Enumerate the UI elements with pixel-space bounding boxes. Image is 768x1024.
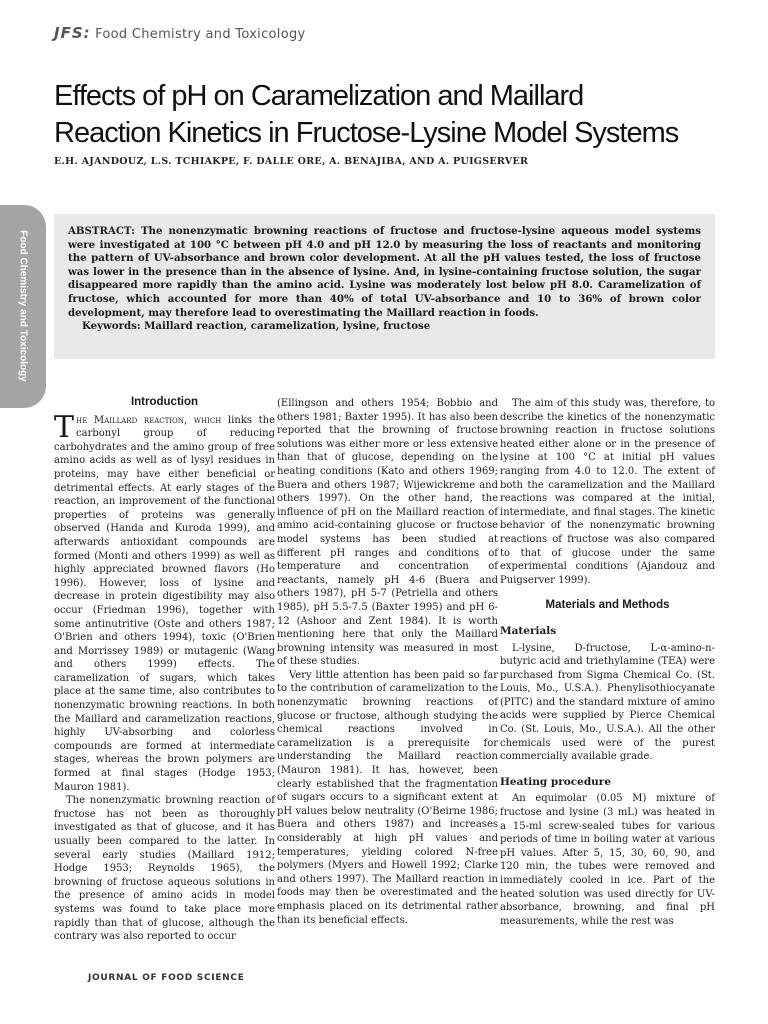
heating-paragraph: An equimolar (0.05 M) mixture of fructose and lysine (3 mL) was heated in a 15-ml screw-sealed tubes for various periods of time in boiling water at various pH values. After 5, 15, 30, 60, 90, and 120 min, the tubes were removed and immediately cooled in ice. Part of the heated solution was used directly for UV-absorbance, browning, and final pH measurements, while the rest was	[500, 793, 715, 927]
abstract-box	[54, 214, 715, 359]
intro-paragraph-1	[54, 409, 275, 795]
col3-paragraph-1: The aim of this study was, therefore, to describe the kinetics of the nonenzymatic browning reaction in fructose solutions heated either alone or in the presence of lysine at 100 °C at initial pH values ranging from 4.0 to 12.0. The extent of both the caramelization and the Maillard reactions was compared at the initial, intermediate, and final stages. The kinetic behavior of the nonenzymatic browning reactions of fructose was also compared to that of glucose under the same experimental conditions (Ajandouz and Puigserver 1999).	[500, 398, 715, 586]
side-tab-label: Food Chemistry and Toxicology	[17, 230, 29, 382]
title-line-1: Effects of pH on Caramelization and Maillard	[54, 80, 584, 112]
materials-paragraph: L-lysine, D-fructose, L-α-amino-n-butyric acid and triethylamine (TEA) were purchased from Sigma Chemical Co. (St. Louis, Mo., U.S.A.). Phenylisothiocyanate (PITC) and the standard mixture of amino acids were supplied by Pierce Chemical Co. (St. Louis, Mo., U.S.A.). All the other chemicals used were of the purest commercially available grade.	[500, 642, 715, 763]
heating-subheading: Heating procedure	[500, 775, 612, 788]
side-section-tab	[0, 205, 46, 408]
article-title	[54, 78, 744, 152]
column-1	[54, 396, 275, 944]
running-header	[54, 24, 306, 42]
author-list: E.H. AJANDOUZ, L.S. TCHIAKPE, F. DALLE ORE, A. BENAJIBA, AND A. PUIGSERVER	[54, 156, 529, 167]
materials-subheading: Materials	[500, 624, 557, 637]
journal-section: Food Chemistry and Toxicology	[95, 27, 306, 42]
abstract-keywords: Keywords: Maillard reaction, caramelization, lysine, fructose	[82, 320, 431, 333]
journal-footer: JOURNAL OF FOOD SCIENCE	[88, 973, 245, 983]
col2-paragraph-1: (Ellingson and others 1954; Bobbio and others 1981; Baxter 1995). It has also been reported that the browning of fructose solutions was either more or less extensive than that of glucose, depending on the heating conditions (Kato and others 1969; Buera and others 1987; Wijewickreme and others 1997). On the other hand, the influence of pH on the Maillard reaction of amino acid-containing glucose or fructose model systems has been studied at different pH ranges and conditions of temperature and concentration of reactants, namely pH 4-6 (Buera and others 1987), pH 5-7 (Petriella and others 1985), pH 5.5-7.5 (Baxter 1995) and pH 6-12 (Ashoor and Zent 1984). It is worth mentioning here that only the Maillard browning intensity was measured in most of these studies.	[277, 398, 498, 668]
intro-paragraph-2: The nonenzymatic browning reaction of fructose has not been as thoroughly investigated as that of glucose, and it has usually been compared to the latter. In several early studies (Maillard 1912; Hodge 1953; Reynolds 1965), the browning of fructose aqueous solutions in the presence of amino acids in model systems was found to take place more rapidly than that of glucose, although the contrary was also reported to occur	[54, 795, 275, 943]
journal-abbrev: JFS:	[54, 24, 91, 42]
col2-paragraph-2: Very little attention has been paid so far to the contribution of caramelization to the nonenzymatic browning reactions of glucose or fructose, although studying the chemical reactions involved in caramelization is a prerequisite for understanding the Maillard reaction (Mauron 1981). It has, however, been clearly established that the fragmentation of sugars occurs to a significant extent at pH values below neutrality (O'Beirne 1986; Buera and others 1987) and increases considerably at high pH values and temperatures, yielding colored N-free polymers (Myers and Howell 1992; Clarke and others 1997). The Maillard reaction in foods may then be overestimated and the emphasis placed on its detrimental rather than its beneficial effects.	[277, 669, 498, 926]
column-3	[500, 397, 715, 928]
title-line-2: Reaction Kinetics in Fructose-Lysine Model Systems	[54, 117, 679, 149]
drop-cap: T	[54, 409, 75, 445]
column-2	[277, 397, 498, 927]
intro-lead-in: he Maillard reaction, which	[76, 414, 222, 426]
intro-paragraph-1-body: links the carbonyl group of reducing carbohydrates and the amino group of free amino acids as well as of lysyl residues in proteins, may have either beneficial or detrimental effects. At early stages of the reaction, an improvement of the functional properties of proteins was generally observed (Handa and Kuroda 1999), and afterwards antioxidant compounds are formed (Monti and others 1999) as well as highly appreciated browned flavors (Ho 1996). However, loss of lysine and decrease in protein digestibility may also occur (Friedman 1996), together with some antinutritive (Oste and others 1987; O'Brien and others 1994), toxic (O'Brien and Morrissey 1989) or mutagenic (Wang and others 1999) effects. The caramelization of sugars, which takes place at the same time, also contributes to nonenzymatic browning reactions. In both the Maillard and caramelization reactions, highly UV-absorbing and colorless compounds are formed at intermediate stages, whereas the brown polymers are formed at final stages (Hodge 1953; Mauron 1981).	[54, 414, 275, 793]
methods-heading: Materials and Methods	[545, 599, 670, 612]
abstract-text: ABSTRACT: The nonenzymatic browning reactions of fructose and fructose-lysine aqueous model systems were investigated at 100 °C between pH 4.0 and pH 12.0 by measuring the loss of reactants and monitoring the pattern of UV-absorbance and brown color development. At all the pH values tested, the loss of fructose was lower in the presence than in the absence of lysine. And, in lysine-containing fructose solution, the sugar disappeared more rapidly than the amino acid. Lysine was moderately lost below pH 8.0. Caramelization of fructose, which accounted for more than 40% of total UV-absorbance and 10 to 36% of brown color development, may therefore lead to overestimating the Maillard reaction in foods.	[68, 225, 701, 319]
introduction-heading: Introduction	[130, 396, 199, 408]
